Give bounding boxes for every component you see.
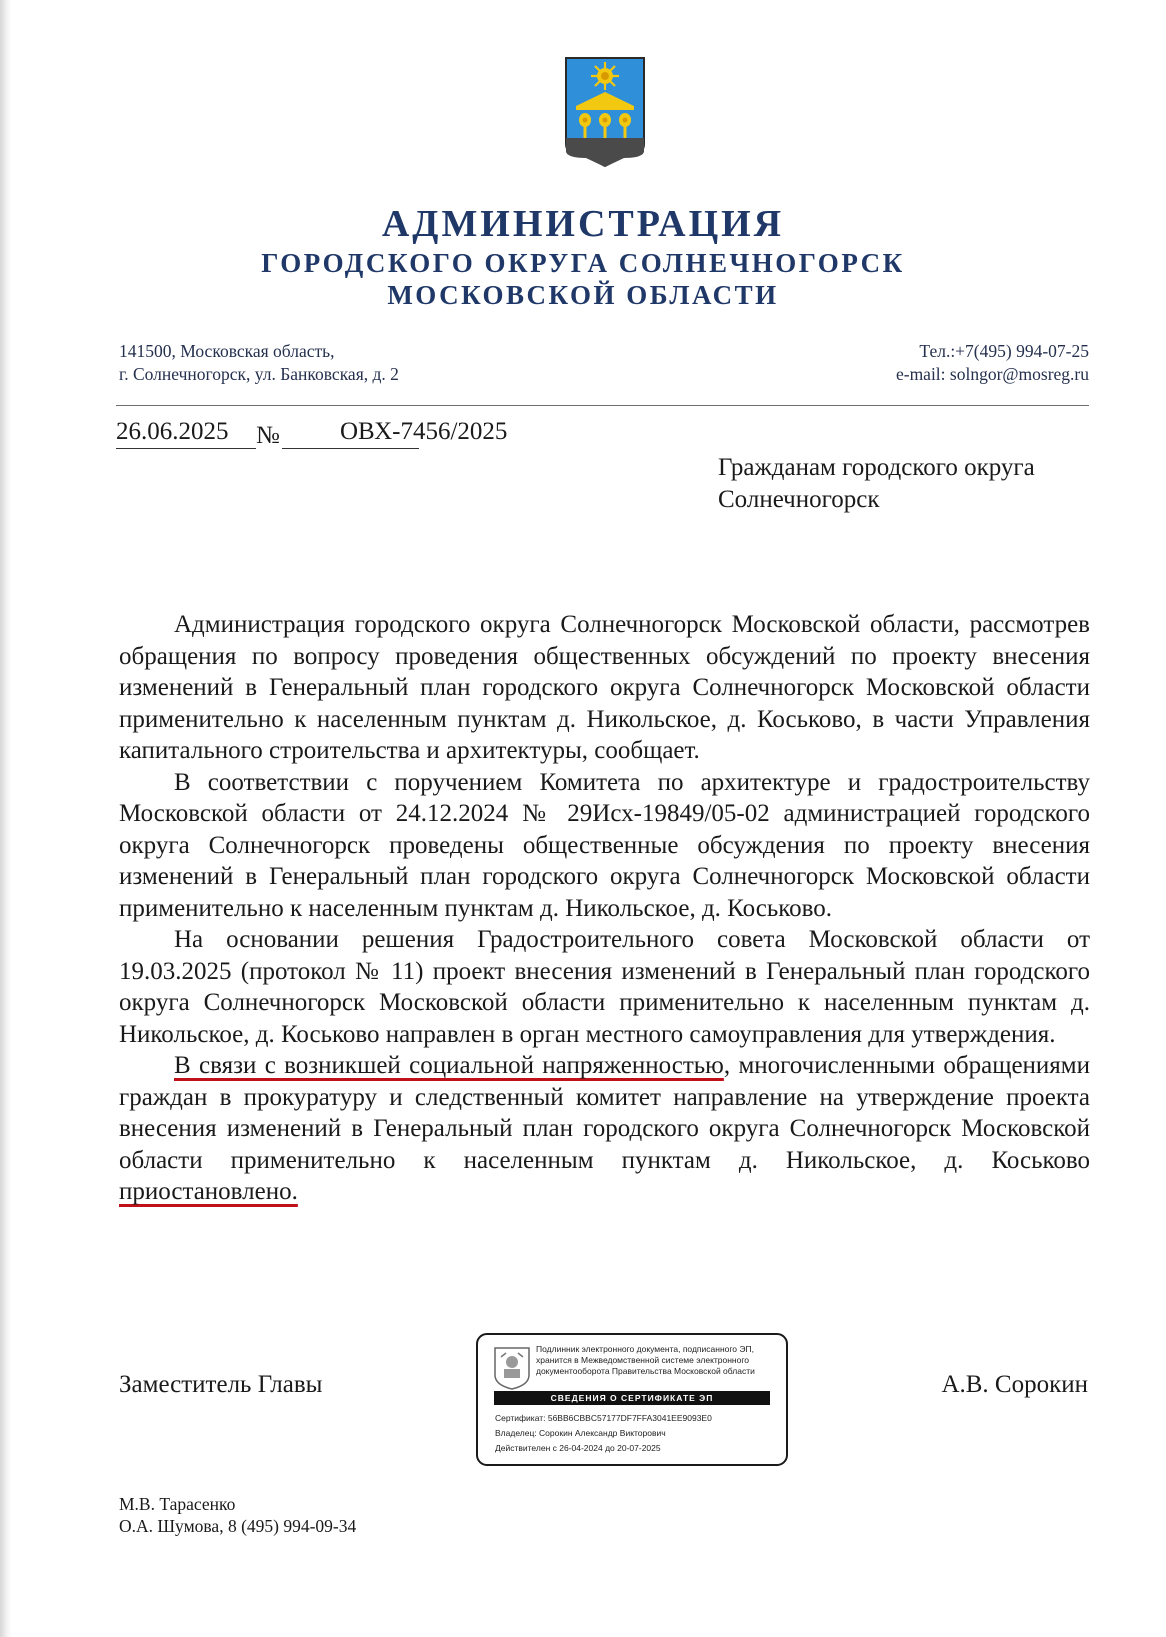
contact-details — [896, 340, 1089, 386]
certificate-owner: Владелец: Сорокин Александр Викторович — [495, 1428, 666, 1438]
letter-body — [119, 609, 1090, 1208]
executor-line: О.А. Шумова, 8 (495) 994-09-34 — [119, 1516, 357, 1536]
number-sign: № — [256, 422, 280, 449]
org-subtitle-district: ГОРОДСКОГО ОКРУГА СОЛНЕЧНОГОРСК — [261, 248, 905, 278]
addressee — [718, 452, 1035, 516]
coat-of-arms-icon — [564, 56, 646, 168]
certificate-id: Сертификат: 56BB6CBBC57177DF7FFA3041EE9093E0 — [495, 1413, 712, 1423]
address-line: г. Солнечногорск, ул. Банковская, д. 2 — [119, 364, 399, 384]
body-paragraph: В соответствии с поручением Комитета по архитектуре и градостроительству Московской области от 24.12.2024 № 29Исх-19849/05-02 администрацией городского округа Солнечногорск проведены общественные обсуждения по проекту внесения изменений в Генеральный план городского округа Солнечногорск Московской области применительно к населенным пунктам д. Никольское, д. Коськово. — [119, 768, 1090, 922]
highlighted-phrase: приостановлено. — [119, 1178, 298, 1205]
highlighted-phrase: В связи с возникшей социальной напряженностью — [174, 1052, 724, 1079]
region-crest-icon — [492, 1345, 532, 1391]
body-text-span: , многочисленными обращениями граждан в прокуратуру и следственный комитет направление на утверждение проекта внесения изменений в Генеральный план городского округа Солнечногорск Московской области применительно к населенным пунктам д. Никольское, д. Коськово — [119, 1052, 1090, 1174]
body-paragraph: Администрация городского округа Солнечногорск Московской области, рассмотрев обращения по вопросу проведения общественных обсуждений по проекту внесения изменений в Генеральный план городского округа Солнечногорск Московской области применительно к населенным пунктам д. Никольское, д. Коськово, в части Управления капитального строительства и архитектуры, сообщает. — [119, 611, 1090, 764]
org-title: АДМИНИСТРАЦИЯ — [381, 203, 785, 245]
address-line: 141500, Московская область, — [119, 341, 335, 361]
electronic-signature-stamp — [476, 1333, 788, 1466]
signatory-name: А.В. Сорокин — [941, 1371, 1088, 1398]
signatory-title: Заместитель Главы — [119, 1371, 323, 1398]
addressee-line: Гражданам городского округа — [718, 454, 1035, 481]
registration-date: 26.06.2025 — [116, 418, 256, 449]
executors — [119, 1493, 356, 1537]
postal-address — [119, 340, 399, 386]
registration-number-value: ОВХ-7456/2025 — [340, 418, 508, 445]
certificate-validity: Действителен с 26-04-2024 до 20-07-2025 — [495, 1443, 661, 1453]
header-divider — [116, 405, 1089, 406]
org-subtitle-region: МОСКОВСКОЙ ОБЛАСТИ — [387, 280, 779, 310]
stamp-header-text: Подлинник электронного документа, подписанного ЭП, хранится в Межведомственной системе электронного документооборота Правительства Московской области — [536, 1344, 755, 1376]
email-address: e-mail: solngor@mosreg.ru — [895, 364, 1089, 384]
phone-number: Тел.:+7(495) 994-07-25 — [919, 341, 1089, 361]
body-paragraph: На основании решения Градостроительного совета Московской области от 19.03.2025 (протокол № 11) проект внесения изменений в Генеральный план городского округа Солнечногорск Московской области применительно к населенным пунктам д. Никольское, д. Коськово направлен в орган местного самоуправления для утверждения. — [119, 926, 1090, 1048]
executor-line: М.В. Тарасенко — [119, 1494, 236, 1514]
stamp-certificate-bar: СВЕДЕНИЯ О СЕРТИФИКАТЕ ЭП — [494, 1391, 770, 1405]
body-paragraph — [119, 1050, 1090, 1208]
addressee-line: Солнечногорск — [718, 486, 880, 513]
registration-number — [282, 418, 508, 449]
